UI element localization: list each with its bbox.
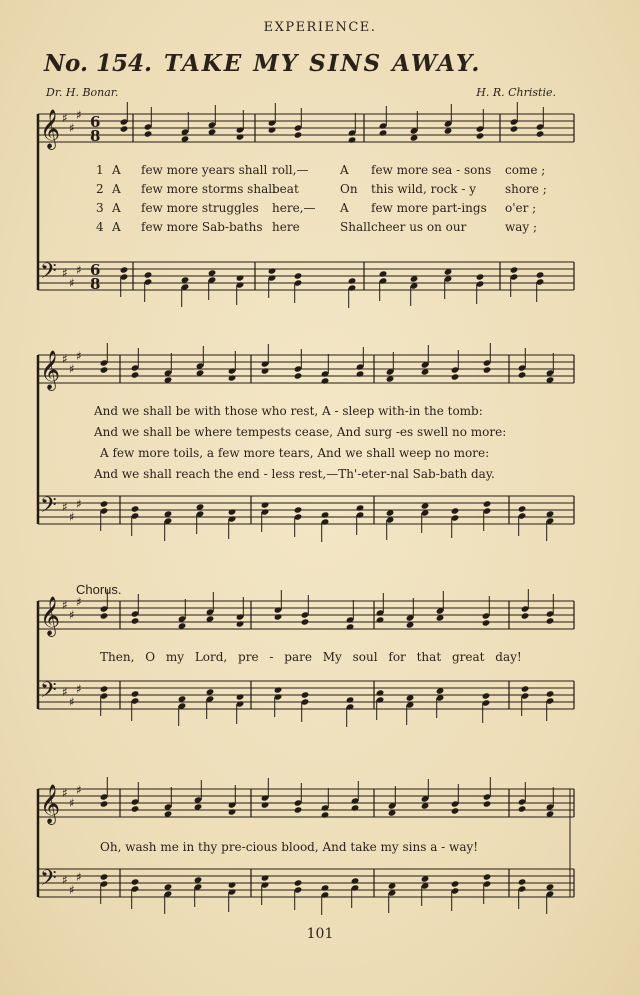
- verse-word: On: [340, 182, 358, 196]
- sharp-icon: ♯: [76, 349, 82, 363]
- verse-word: A: [340, 201, 349, 215]
- note-head: [376, 616, 385, 623]
- sharp-icon: ♯: [69, 695, 75, 709]
- note-head: [261, 801, 270, 808]
- note-head: [376, 689, 385, 696]
- verse-word: o'er ;: [505, 201, 537, 215]
- note-head: [476, 273, 485, 280]
- verse-line: And we shall reach the end - less rest,—Th'-eter-nal Sab-bath day.: [94, 467, 495, 481]
- note-head: [451, 507, 460, 514]
- note-head: [546, 690, 555, 697]
- note-head: [100, 500, 109, 507]
- note-head: [274, 686, 283, 693]
- note-head: [476, 132, 485, 139]
- note-head: [100, 685, 109, 692]
- hymn-title: TAKE MY SINS AWAY.: [164, 50, 482, 77]
- note-head: [301, 618, 310, 625]
- sharp-icon: ♯: [76, 595, 82, 609]
- note-head: [518, 505, 527, 512]
- note-head: [518, 805, 527, 812]
- note-head: [483, 500, 492, 507]
- verse-word: this wild, rock - y: [371, 182, 477, 196]
- note-head: [321, 511, 330, 518]
- note-head: [294, 879, 303, 886]
- treble-clef-icon: 𝄞: [40, 109, 61, 149]
- author-credit: Dr. H. Bonar.: [46, 86, 119, 99]
- note-head: [356, 370, 365, 377]
- verse-word: few more part-ings: [371, 201, 487, 215]
- note-head: [483, 800, 492, 807]
- chorus-label: Chorus.: [76, 582, 122, 597]
- note-head: [131, 878, 140, 885]
- verse-number: 3: [96, 201, 104, 215]
- treble-clef-icon: 𝄞: [40, 784, 61, 824]
- sharp-icon: ♯: [69, 608, 75, 622]
- note-head: [379, 129, 388, 136]
- verse-word: few more struggles: [141, 201, 259, 215]
- sharp-icon: ♯: [69, 510, 75, 524]
- page-header: EXPERIENCE.: [263, 20, 377, 35]
- note-head: [236, 693, 245, 700]
- note-head: [518, 371, 527, 378]
- treble-clef-icon: 𝄞: [40, 596, 61, 636]
- note-head: [451, 807, 460, 814]
- time-sig-bottom: 8: [90, 127, 101, 145]
- verse-word: A: [340, 163, 349, 177]
- note-head: [483, 873, 492, 880]
- note-head: [379, 270, 388, 277]
- time-sig-top: 6: [90, 261, 101, 279]
- note-head: [261, 367, 270, 374]
- note-head: [228, 374, 237, 381]
- sharp-icon: ♯: [69, 121, 75, 135]
- note-head: [483, 366, 492, 373]
- sharp-icon: ♯: [69, 883, 75, 897]
- verse-word: A: [112, 201, 121, 215]
- sharp-icon: ♯: [69, 796, 75, 810]
- note-head: [236, 620, 245, 627]
- verse-word: A: [112, 220, 121, 234]
- note-head: [294, 372, 303, 379]
- note-head: [131, 805, 140, 812]
- note-head: [131, 505, 140, 512]
- note-head: [451, 880, 460, 887]
- note-head: [120, 266, 129, 273]
- note-head: [321, 811, 330, 818]
- sharp-icon: ♯: [76, 783, 82, 797]
- sharp-icon: ♯: [76, 682, 82, 696]
- note-head: [268, 267, 277, 274]
- note-head: [346, 623, 355, 630]
- verse-line: And we shall be with those who rest, A - sleep with-in the tomb:: [94, 404, 483, 418]
- verse-word: way ;: [505, 220, 538, 234]
- note-head: [482, 619, 491, 626]
- note-head: [228, 881, 237, 888]
- sharp-icon: ♯: [69, 276, 75, 290]
- note-head: [100, 873, 109, 880]
- note-head: [120, 125, 129, 132]
- chorus-line-1: Then, O my Lord, pre - pare My soul for that great day!: [100, 650, 522, 664]
- note-head: [356, 504, 365, 511]
- note-head: [321, 884, 330, 891]
- note-head: [261, 874, 270, 881]
- note-head: [100, 366, 109, 373]
- verse-word: come ;: [505, 163, 546, 177]
- note-head: [294, 272, 303, 279]
- sharp-icon: ♯: [76, 870, 82, 884]
- note-head: [294, 506, 303, 513]
- note-head: [346, 696, 355, 703]
- verse-word: roll,—: [272, 163, 309, 177]
- verse-word: here,—: [272, 201, 316, 215]
- verse-word: A: [112, 182, 121, 196]
- sharp-icon: ♯: [76, 263, 82, 277]
- note-head: [348, 136, 357, 143]
- verse-line: A few more toils, a few more tears, And we shall weep no more:: [100, 446, 490, 460]
- sharp-icon: ♯: [76, 497, 82, 511]
- note-head: [100, 612, 109, 619]
- note-head: [351, 804, 360, 811]
- note-head: [536, 130, 545, 137]
- verse-word: A: [112, 163, 121, 177]
- sharp-icon: ♯: [62, 598, 68, 612]
- note-head: [482, 692, 491, 699]
- sharp-icon: ♯: [62, 873, 68, 887]
- note-head: [348, 277, 357, 284]
- note-head: [100, 800, 109, 807]
- sharp-icon: ♯: [62, 352, 68, 366]
- note-head: [228, 508, 237, 515]
- composer-credit: H. R. Christie.: [476, 86, 556, 99]
- note-head: [294, 806, 303, 813]
- verse-word: few more years shall: [141, 163, 268, 177]
- time-sig-top: 6: [90, 113, 101, 131]
- note-head: [131, 617, 140, 624]
- note-head: [236, 133, 245, 140]
- note-head: [510, 125, 519, 132]
- verse-word: few more sea - sons: [371, 163, 492, 177]
- note-head: [131, 371, 140, 378]
- verse-number: 1: [96, 163, 104, 177]
- note-head: [144, 271, 153, 278]
- verse-word: few more storms shall: [141, 182, 276, 196]
- note-head: [451, 373, 460, 380]
- page-number: 101: [306, 926, 334, 942]
- bass-clef-icon: 𝄢: [40, 678, 57, 708]
- verse-line: And we shall be where tempests cease, And surg -es swell no more:: [94, 425, 507, 439]
- note-head: [518, 878, 527, 885]
- verse-word: beat: [272, 182, 299, 196]
- note-head: [131, 690, 140, 697]
- note-head: [521, 685, 530, 692]
- note-head: [294, 131, 303, 138]
- verse-word: cheer us on our: [371, 220, 467, 234]
- verse-number: 4: [96, 220, 104, 234]
- note-head: [546, 617, 555, 624]
- note-head: [144, 130, 153, 137]
- chorus-line-2: Oh, wash me in thy pre-cious blood, And take my sins a - way!: [100, 840, 479, 854]
- note-head: [236, 274, 245, 281]
- treble-clef-icon: 𝄞: [40, 350, 61, 390]
- verse-word: Shall: [340, 220, 371, 234]
- note-head: [510, 266, 519, 273]
- sharp-icon: ♯: [62, 685, 68, 699]
- verse-word: shore ;: [505, 182, 547, 196]
- note-head: [301, 691, 310, 698]
- bass-clef-icon: 𝄢: [40, 259, 57, 289]
- sharp-icon: ♯: [76, 108, 82, 122]
- bass-clef-icon: 𝄢: [40, 493, 57, 523]
- bass-clef-icon: 𝄢: [40, 866, 57, 896]
- verse-number: 2: [96, 182, 104, 196]
- note-head: [536, 271, 545, 278]
- sharp-icon: ♯: [62, 500, 68, 514]
- hymn-number: No. 154.: [44, 50, 152, 77]
- note-head: [228, 808, 237, 815]
- verse-word: few more Sab-baths: [141, 220, 263, 234]
- sharp-icon: ♯: [69, 362, 75, 376]
- note-head: [321, 377, 330, 384]
- note-head: [261, 501, 270, 508]
- time-sig-bottom: 8: [90, 275, 101, 293]
- note-head: [268, 126, 277, 133]
- note-head: [521, 612, 530, 619]
- note-head: [274, 613, 283, 620]
- sharp-icon: ♯: [62, 266, 68, 280]
- verse-word: here: [272, 220, 300, 234]
- sharp-icon: ♯: [62, 111, 68, 125]
- note-head: [351, 877, 360, 884]
- sharp-icon: ♯: [62, 786, 68, 800]
